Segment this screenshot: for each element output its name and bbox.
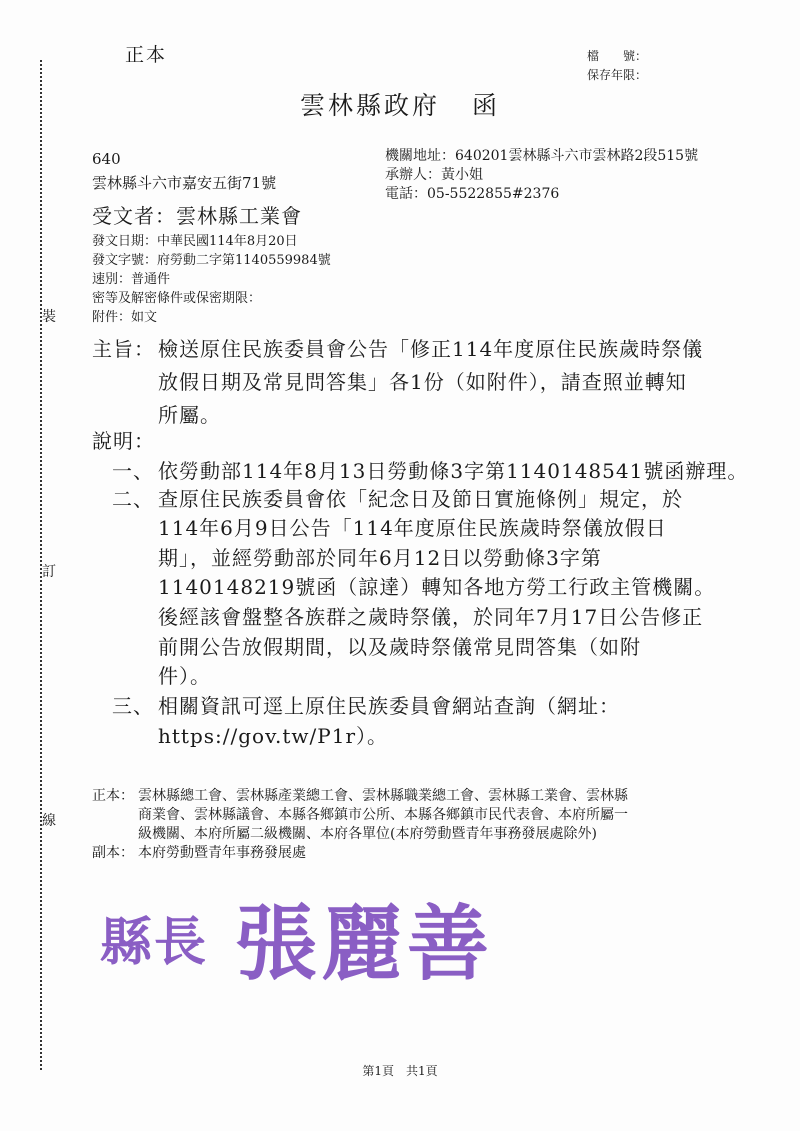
signature-name: 張麗善 xyxy=(235,896,494,990)
binding-mark-line: 線 xyxy=(42,813,56,829)
original-recipients-line: 雲林縣總工會、雲林縣產業總工會、雲林縣職業總工會、雲林縣工業會、雲林縣 xyxy=(138,788,628,804)
explanation-label: 說明： xyxy=(92,429,155,453)
subject-label: 主旨： xyxy=(92,337,155,361)
retention-period-label: 保存年限： xyxy=(587,68,648,82)
recipient-address: 雲林縣斗六市嘉安五街71號 xyxy=(92,174,277,192)
copy-recipients-label: 副本： xyxy=(92,845,134,861)
explanation-item-line: 1140148219號函（諒達）轉知各地方勞工行政主管機關。 xyxy=(158,575,716,599)
explanation-item-number: 二、 xyxy=(112,487,154,511)
subject-line: 檢送原住民族委員會公告「修正114年度原住民族歲時祭儀 xyxy=(158,337,704,361)
explanation-item-number: 一、 xyxy=(112,459,154,483)
explanation-item-line: https://gov.tw/P1r）。 xyxy=(158,724,388,748)
explanation-item-line: 前開公告放假期間，以及歲時祭儀常見問答集（如附 xyxy=(158,635,641,659)
explanation-item-line: 相關資訊可逕上原住民族委員會網站查詢（網址： xyxy=(158,694,620,718)
signature-title: 縣長 xyxy=(100,912,209,973)
explanation-item-line: 後經該會盤整各族群之歲時祭儀，於同年7月17日公告修正 xyxy=(158,605,704,629)
original-recipients-label: 正本： xyxy=(92,788,134,804)
document-number: 發文字號：府勞動二字第1140559984號 xyxy=(92,253,331,268)
copy-type-label: 正本 xyxy=(125,44,168,66)
explanation-item-number: 三、 xyxy=(112,694,154,718)
agency-address: 機關地址：640201雲林縣斗六市雲林路2段515號 xyxy=(385,148,699,164)
confidentiality: 密等及解密條件或保密期限： xyxy=(92,291,262,306)
binding-mark-staple: 訂 xyxy=(42,564,56,580)
signature-stamp xyxy=(95,880,515,990)
copy-recipients-line: 本府勞動暨青年事務發展處 xyxy=(138,845,306,861)
document-type: 函 xyxy=(472,91,501,120)
issuing-agency: 雲林縣政府 xyxy=(299,91,440,120)
subject-line: 放假日期及常見問答集」各1份（如附件），請查照並轉知 xyxy=(158,370,687,394)
explanation-item-line: 件）。 xyxy=(158,664,211,688)
explanation-item-line: 依勞動部114年8月13日勞動條3字第1140148541號函辦理。 xyxy=(158,459,749,483)
explanation-item-line: 期」，並經勞動部於同年6月12日以勞動條3字第 xyxy=(158,546,602,570)
original-recipients-line: 級機關、本府所屬二級機關、本府各單位(本府勞動暨青年事務發展處除外) xyxy=(138,826,597,842)
postal-code: 640 xyxy=(92,150,121,168)
page-number: 第1頁 共1頁 xyxy=(362,1064,438,1078)
binding-mark-bind: 裝 xyxy=(42,309,56,325)
delivery-speed: 速別：普通件 xyxy=(92,272,171,287)
issue-date: 發文日期：中華民國114年8月20日 xyxy=(92,234,298,249)
original-recipients-line: 商業會、雲林縣議會、本縣各鄉鎮市公所、本縣各鄉鎮市民代表會、本府所屬一 xyxy=(138,807,628,823)
file-number-label: 檔 號： xyxy=(587,49,648,63)
attachment: 附件：如文 xyxy=(92,310,158,325)
document-title xyxy=(0,86,800,122)
recipient: 受文者：雲林縣工業會 xyxy=(92,204,302,228)
agency-contact: 承辦人：黃小姐 xyxy=(385,167,483,183)
subject-line: 所屬。 xyxy=(158,403,221,427)
agency-phone: 電話：05-5522855#2376 xyxy=(385,186,560,202)
explanation-item-line: 114年6月9日公告「114年度原住民族歲時祭儀放假日 xyxy=(158,516,667,540)
explanation-item-line: 查原住民族委員會依「紀念日及節日實施條例」規定，於 xyxy=(158,487,683,511)
